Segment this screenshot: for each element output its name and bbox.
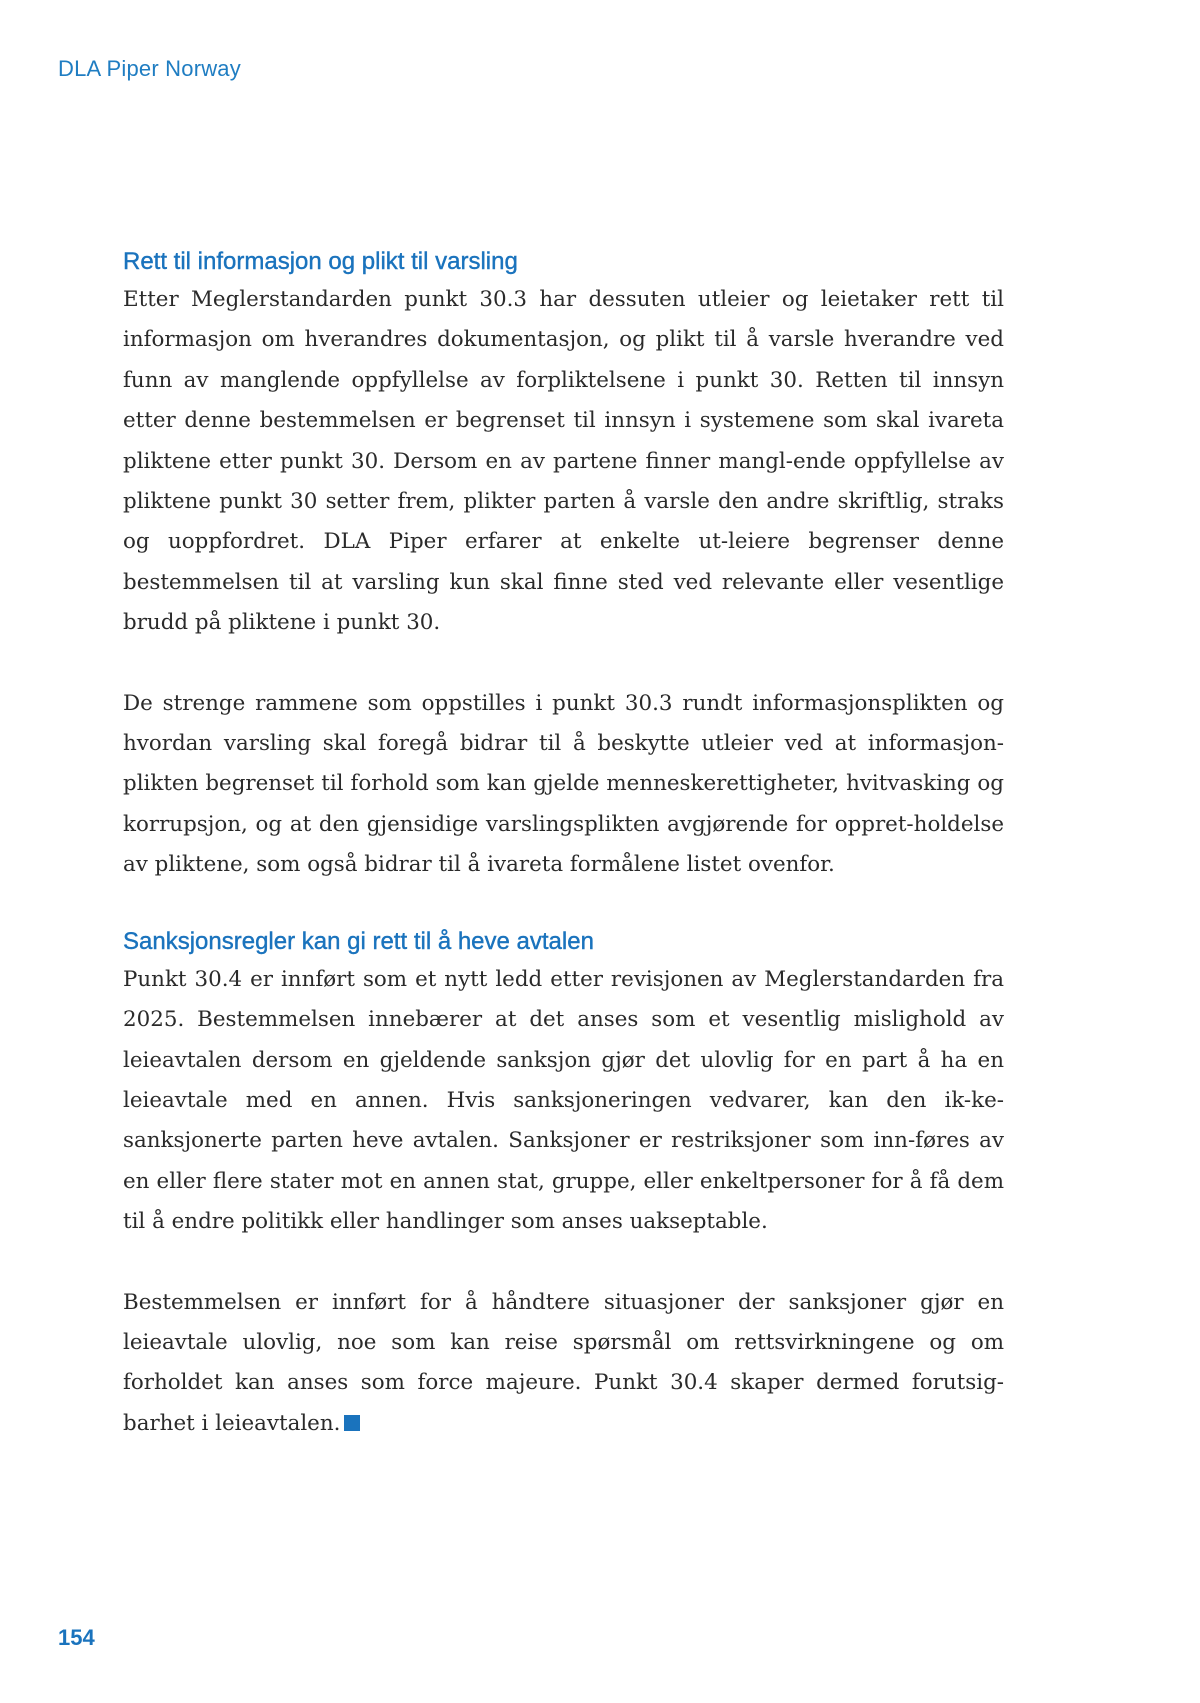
paragraph-spacer xyxy=(123,644,1004,684)
section-spacer xyxy=(123,886,1004,924)
section-heading-sanctions: Sanksjonsregler kan gi rett til å heve avtalen xyxy=(123,927,594,955)
paragraph-sanctions-1: Punkt 30.4 er innført som et nytt ledd etter revisjonen av Meglerstandarden fra 2025. Bestemmelsen innebærer at det anses som et vesentlig mislighold av leieavtalen dersom en gjeldende sanksjon gjør det ulovlig for en part å ha en leieavtale med en annen. Hvis sanksjoneringen vedvarer, kan den ik-ke-sanksjonerte parten heve avtalen. Sanksjoner er restriksjoner som inn-føres av en eller flere stater mot en annen stat, gruppe, eller enkeltpersoner for å få dem til å endre politikk eller handlinger som anses uakseptable. xyxy=(123,966,1004,1235)
paragraph-spacer xyxy=(123,1243,1004,1283)
paragraph-sanctions-2 xyxy=(123,1283,1004,1445)
running-header: DLA Piper Norway xyxy=(58,56,241,81)
section-heading-information: Rett til informasjon og plikt til varsling xyxy=(123,248,518,275)
article-body xyxy=(123,244,1004,1444)
paragraph-information-2: De strenge rammene som oppstilles i punkt 30.3 rundt informasjonsplikten og hvordan varsling skal foregå bidrar til å beskytte utleier ved at informasjon-plikten begrenset til forhold som kan gjelde menneskerettigheter, hvitvasking og korrupsjon, og at den gjensidige varslingsplikten avgjørende for oppret-holdelse av pliktene, som også bidrar til å ivareta formålene listet ovenfor. xyxy=(123,690,1004,878)
paragraph-information-1: Etter Meglerstandarden punkt 30.3 har dessuten utleier og leietaker rett til informasjon om hverandres dokumentasjon, og plikt til å varsle hverandre ved funn av manglende oppfyllelse av forpliktelsene i punkt 30. Retten til innsyn etter denne bestemmelsen er begrenset til innsyn i systemene som skal ivareta pliktene etter punkt 30. Dersom en av partene finner mangl-ende oppfyllelse av pliktene punkt 30 setter frem, plikter parten å varsle den andre skriftlig, straks og uoppfordret. DLA Piper erfarer at enkelte ut-leiere begrenser denne bestemmelsen til at varsling kun skal finne sted ved relevante eller vesentlige brudd på pliktene i punkt 30. xyxy=(123,287,1004,636)
paragraph-sanctions-2-text: Bestemmelsen er innført for å håndtere situasjoner der sanksjoner gjør en leieavtale ulovlig, noe som kan reise spørsmål om rettsvirkningene og om forholdet kan anses som force majeure. Punkt 30.4 skaper dermed forutsig-barhet i leieavtalen. xyxy=(123,1289,1004,1436)
page-number: 154 xyxy=(58,1625,95,1650)
square-end-mark-icon xyxy=(344,1415,360,1431)
